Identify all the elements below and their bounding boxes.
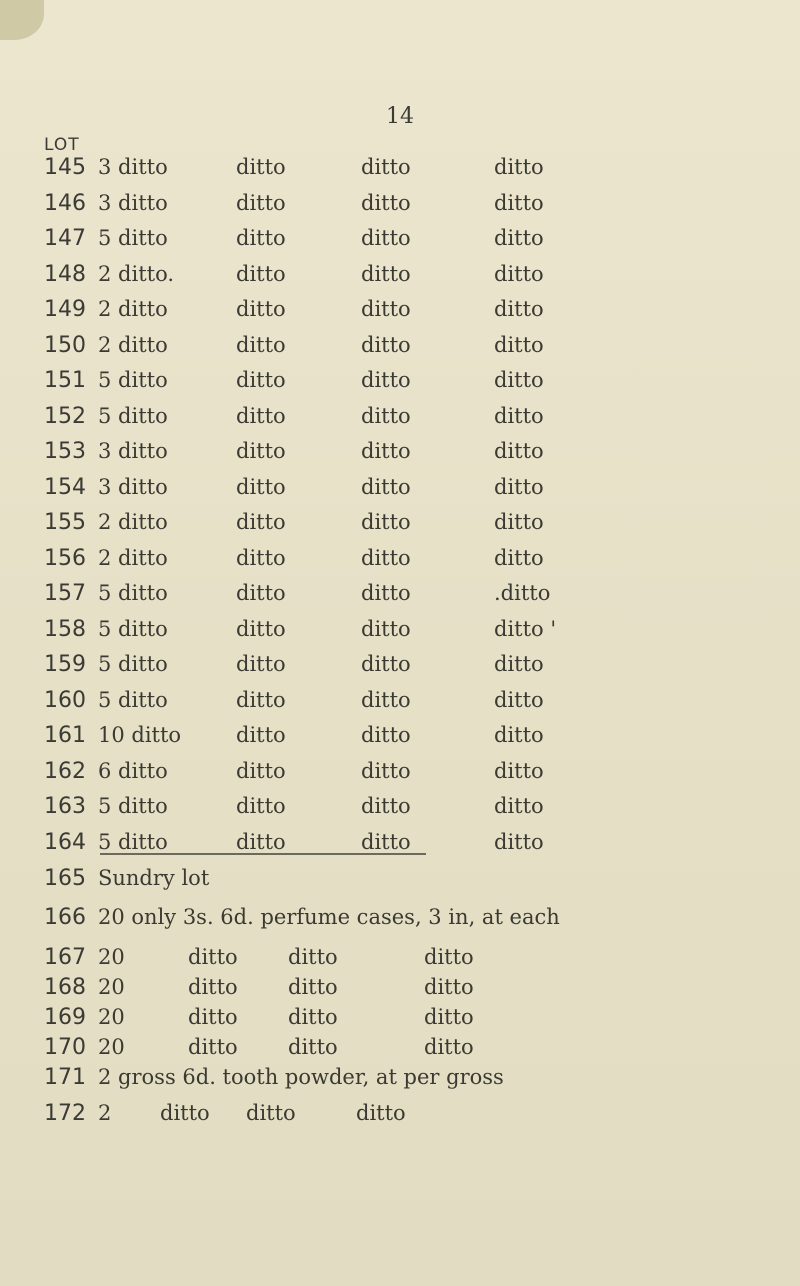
section-divider: [100, 853, 426, 855]
lot-number: 169: [44, 1005, 86, 1030]
lot-row: [0, 297, 800, 335]
ditto-col-1: ditto: [236, 403, 286, 428]
ditto-col-1: ditto: [236, 332, 286, 357]
ditto-col-3: ditto: [494, 723, 544, 747]
ditto-col-1: ditto: [236, 758, 286, 783]
lot-quantity: 5 ditto: [98, 794, 168, 818]
ditto-col-2: ditto: [361, 687, 411, 712]
lot-row: [0, 794, 800, 832]
ditto-col-1: ditto: [236, 439, 286, 463]
lot-number: 155: [44, 510, 86, 535]
ditto-col-1: ditto: [236, 155, 286, 179]
ditto-col-2: ditto: [361, 261, 411, 286]
ditto-col-2: ditto: [361, 332, 411, 357]
ditto-col-3: ditto ': [494, 616, 557, 641]
lot-number: 172: [44, 1101, 86, 1126]
lot-row: [0, 368, 800, 406]
lot-quantity: 3 ditto: [98, 474, 168, 499]
lot-number: 161: [44, 723, 86, 748]
lot-row: [0, 723, 800, 761]
lot-description: Sundry lot: [98, 866, 210, 890]
lot-quantity: 5 ditto: [98, 581, 168, 605]
ditto-col-2: ditto: [361, 616, 411, 641]
ditto-col-1: ditto: [236, 368, 286, 392]
lot-row: [0, 652, 800, 690]
lot-number: 151: [44, 368, 86, 393]
lot-row: [0, 830, 800, 868]
lot-quantity: 10 ditto: [98, 723, 182, 747]
ditto-col-3: ditto: [424, 975, 474, 999]
ditto-col-1: ditto: [236, 510, 286, 534]
lot-number: 145: [44, 155, 86, 180]
lot-quantity: 20: [98, 945, 125, 969]
ditto-col-3: ditto: [424, 1035, 474, 1059]
ditto-col-1: ditto: [236, 652, 286, 676]
lot-row: [0, 759, 800, 797]
ditto-col-3: ditto: [494, 687, 544, 712]
ditto-col-2: ditto: [288, 975, 338, 999]
ditto-col-1: ditto: [236, 297, 286, 321]
ditto-col-3: ditto: [494, 261, 544, 286]
ditto-col-2: ditto: [288, 945, 338, 969]
ditto-col-3: ditto: [494, 155, 544, 179]
lot-quantity: 3 ditto: [98, 190, 168, 215]
lot-description: 2 gross 6d. tooth powder, at per gross: [98, 1065, 504, 1089]
ditto-col-3: ditto: [494, 403, 544, 428]
lot-quantity: 2 ditto: [98, 297, 168, 321]
ditto-col-2: ditto: [361, 829, 411, 854]
lot-row: [0, 510, 800, 548]
lot-row-172: [0, 1101, 800, 1139]
lot-row: [0, 439, 800, 477]
ditto-col-2: ditto: [361, 723, 411, 747]
ditto-col-1: ditto: [236, 226, 286, 250]
lot-number: 168: [44, 975, 86, 1000]
lot-number: 163: [44, 794, 86, 819]
ditto-col-1: ditto: [236, 794, 286, 818]
lot-quantity: 2: [98, 1101, 112, 1125]
lot-quantity: 5 ditto: [98, 687, 168, 712]
lot-quantity: 5 ditto: [98, 652, 168, 676]
lot-number: 152: [44, 403, 86, 429]
ditto-col-1: ditto: [236, 190, 286, 215]
ditto-col-1: ditto: [236, 723, 286, 747]
lot-row: [0, 155, 800, 193]
lot-number: 153: [44, 439, 86, 464]
lot-quantity: 5 ditto: [98, 616, 168, 641]
ditto-col-2: ditto: [361, 794, 411, 818]
ditto-col-2: ditto: [361, 758, 411, 783]
lot-number: 157: [44, 581, 86, 606]
ditto-col-3: ditto: [494, 758, 544, 783]
lot-quantity: 5 ditto: [98, 226, 168, 250]
ditto-col-3: ditto: [424, 1005, 474, 1029]
lot-quantity: 5 ditto: [98, 403, 168, 428]
lot-number: 156: [44, 545, 86, 571]
lot-quantity: 2 ditto: [98, 332, 168, 357]
lot-number: 146: [44, 190, 86, 216]
ditto-col-1: ditto: [236, 581, 286, 605]
ditto-col-2: ditto: [288, 1035, 338, 1059]
lot-row-171: [0, 1065, 800, 1103]
ditto-col-2: ditto: [361, 581, 411, 605]
lot-number: 159: [44, 652, 86, 677]
lot-quantity: 3 ditto: [98, 439, 168, 463]
ditto-col-3: ditto: [494, 652, 544, 676]
lot-row-166: [0, 905, 800, 943]
lot-number: 149: [44, 297, 86, 322]
ditto-col-2: ditto: [361, 545, 411, 570]
ditto-col-2: ditto: [361, 155, 411, 179]
ditto-col-2: ditto: [361, 474, 411, 499]
ditto-col-3: ditto: [494, 297, 544, 321]
ditto-col-3: ditto: [494, 226, 544, 250]
ditto-col-2: ditto: [246, 1101, 296, 1125]
lot-number: 147: [44, 226, 86, 251]
ditto-col-3: ditto: [494, 794, 544, 818]
ditto-col-2: ditto: [288, 1005, 338, 1029]
ditto-col-1: ditto: [236, 829, 286, 854]
ditto-col-3: .ditto: [494, 581, 551, 605]
lot-number: 160: [44, 687, 86, 713]
ditto-col-3: ditto: [494, 510, 544, 534]
ditto-col-1: ditto: [160, 1101, 210, 1125]
lot-row-165: [0, 866, 800, 904]
ditto-col-2: ditto: [361, 368, 411, 392]
ditto-col-1: ditto: [188, 1035, 238, 1059]
lot-row: [0, 262, 800, 300]
lot-description: 20 only 3s. 6d. perfume cases, 3 in, at each: [98, 905, 560, 929]
lot-number: 158: [44, 616, 86, 642]
lot-quantity: 2 ditto: [98, 510, 168, 534]
ditto-col-3: ditto: [494, 332, 544, 357]
ditto-col-1: ditto: [236, 687, 286, 712]
lot-quantity: 20: [98, 1005, 125, 1029]
lot-number: 165: [44, 866, 86, 891]
lot-quantity: 5 ditto: [98, 368, 168, 392]
lot-quantity: 6 ditto: [98, 758, 168, 783]
ditto-col-1: ditto: [236, 616, 286, 641]
lot-number: 170: [44, 1035, 86, 1060]
ditto-col-2: ditto: [361, 652, 411, 676]
lot-row: [0, 404, 800, 442]
lot-row: [0, 581, 800, 619]
ditto-col-3: ditto: [494, 439, 544, 463]
ditto-col-3: ditto: [494, 545, 544, 570]
lot-number: 154: [44, 474, 86, 500]
lot-column-header: LOT: [44, 135, 80, 155]
ditto-col-1: ditto: [188, 1005, 238, 1029]
lot-number: 150: [44, 332, 86, 358]
ditto-col-2: ditto: [361, 226, 411, 250]
lot-row: [0, 475, 800, 513]
lot-number: 167: [44, 945, 86, 970]
lot-row: [0, 617, 800, 655]
lot-number: 171: [44, 1065, 86, 1090]
lot-quantity: 5 ditto: [98, 829, 168, 854]
ditto-col-3: ditto: [494, 368, 544, 392]
lot-row: [0, 688, 800, 726]
ditto-col-3: ditto: [424, 945, 474, 969]
ditto-col-2: ditto: [361, 439, 411, 463]
ditto-col-2: ditto: [361, 403, 411, 428]
ditto-col-3: ditto: [494, 474, 544, 499]
torn-corner: [0, 0, 44, 40]
ditto-col-3: ditto: [356, 1101, 406, 1125]
lot-number: 166: [44, 905, 86, 930]
ditto-col-1: ditto: [236, 474, 286, 499]
ditto-col-1: ditto: [188, 975, 238, 999]
ditto-col-1: ditto: [236, 261, 286, 286]
ditto-col-3: ditto: [494, 829, 544, 854]
lot-quantity: 2 ditto: [98, 545, 168, 570]
lot-row: [0, 226, 800, 264]
lot-row: [0, 546, 800, 584]
ditto-col-2: ditto: [361, 297, 411, 321]
ditto-col-3: ditto: [494, 190, 544, 215]
lot-number: 162: [44, 758, 86, 784]
lot-number: 148: [44, 261, 86, 287]
lot-quantity: 3 ditto: [98, 155, 168, 179]
lot-quantity: 20: [98, 975, 125, 999]
lot-row: [0, 333, 800, 371]
page-number: 14: [386, 104, 414, 129]
ditto-col-2: ditto: [361, 190, 411, 215]
ditto-col-1: ditto: [236, 545, 286, 570]
lot-quantity: 20: [98, 1035, 125, 1059]
lot-number: 164: [44, 829, 86, 855]
lot-row: [0, 191, 800, 229]
lot-quantity: 2 ditto.: [98, 261, 175, 286]
ditto-col-2: ditto: [361, 510, 411, 534]
ditto-col-1: ditto: [188, 945, 238, 969]
